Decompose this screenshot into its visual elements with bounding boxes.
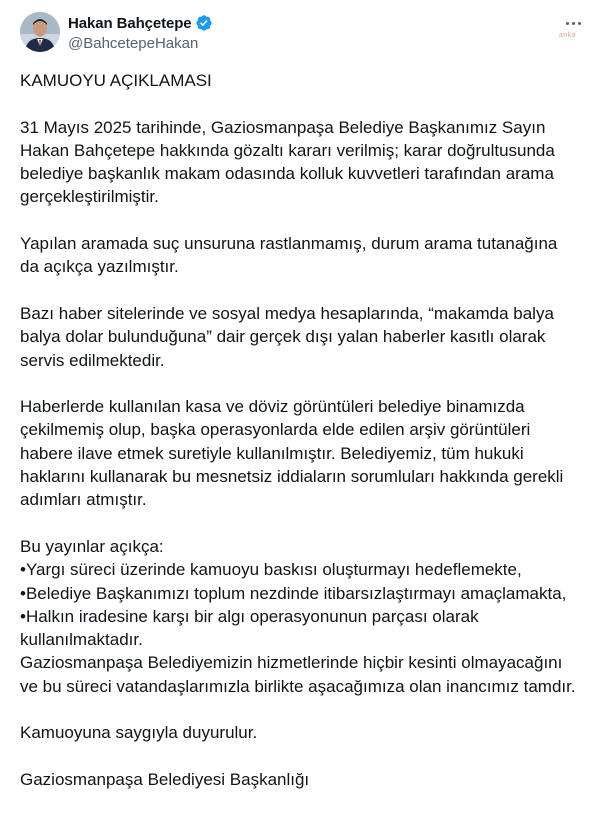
tweet-line: •Yargı süreci üzerinde kamuoyu baskısı oluşturmayı hedeflemekte, [20,560,522,580]
tweet-line: 31 Mayıs 2025 tarihinde, Gaziosmanpaşa Belediye Başkanımız Sayın [20,117,546,137]
tweet-line: Gaziosmanpaşa Belediyesi Başkanlığı [20,769,310,789]
tweet-paragraph [20,395,588,511]
tweet-line: •Belediye Başkanımızı toplum nezdinde itibarsızlaştırmayı amaçlamakta, [20,583,567,603]
tweet-line: Bu yayınlar açıkça: [20,536,164,556]
tweet-line: çekilmemiş olup, başka operasyonlarda elde edilen arşiv görüntüleri [20,420,531,440]
tweet-text [20,69,588,815]
author-names [68,13,213,54]
tweet-paragraph [20,302,588,372]
tweet-line: habere ilave etmek suretiyle kullanılmıştır. Belediyemiz, tüm hukuki [20,443,524,463]
tweet-line: belediye başkanlık makam odasında kolluk kuvvetleri tarafından arama [20,164,554,184]
tweet-line: gerçekleştirilmiştir. [20,187,159,207]
more-options-icon[interactable] [558,12,588,34]
verified-badge-icon[interactable] [195,14,213,32]
display-name-row [68,13,213,33]
tweet-header [20,12,588,56]
display-name[interactable]: Hakan Bahçetepe [68,14,192,32]
tweet-paragraph [20,116,588,209]
tweet-line: Haberlerde kullanılan kasa ve döviz görüntüleri belediye binamızda [20,397,525,417]
tweet-line: Yapılan aramada suç unsuruna rastlanmamış, durum arama tutanağına [20,234,558,254]
dot [578,22,581,25]
tweet-line: Gaziosmanpaşa Belediyemizin hizmetlerinde hiçbir kesinti olmayacağını [20,653,563,673]
tweet-line: haklarını kullanarak bu mesnetsiz iddiaların sorumluları hakkında gerekli [20,467,564,487]
tweet-paragraph [20,232,588,279]
watermark: anka [558,32,576,39]
tweet-line: Bazı haber sitelerinde ve sosyal medya hesaplarında, “makamda balya [20,303,554,323]
dot [572,22,575,25]
tweet-line: adımları atmıştır. [20,490,147,510]
dot [566,22,569,25]
tweet-paragraph [20,535,588,698]
tweet-line: Hakan Bahçetepe hakkında gözaltı kararı verilmiş; karar doğrultusunda [20,140,555,160]
tweet-paragraph [20,721,588,744]
tweet-line: servis edilmektedir. [20,350,165,370]
tweet-paragraph [20,69,588,92]
tweet-line: KAMUOYU AÇIKLAMASI [20,71,212,90]
avatar[interactable] [20,12,60,52]
tweet-line: da açıkça yazılmıştır. [20,257,179,277]
tweet-line: balya dolar bulunduğuna” dair gerçek dışı yalan haberler kasıtlı olarak [20,327,546,347]
tweet-line: kullanılmaktadır. [20,630,143,650]
tweet-line: •Halkın iradesine karşı bir algı operasyonunun parçası olarak [20,606,479,626]
tweet-line: Kamuoyuna saygıyla duyurulur. [20,723,258,743]
tweet-line: ve bu süreci vatandaşlarımızla birlikte aşacağımıza olan inancımız tamdır. [20,676,576,696]
author-handle[interactable]: @BahcetepeHakan [68,35,199,52]
tweet-paragraph [20,768,588,791]
